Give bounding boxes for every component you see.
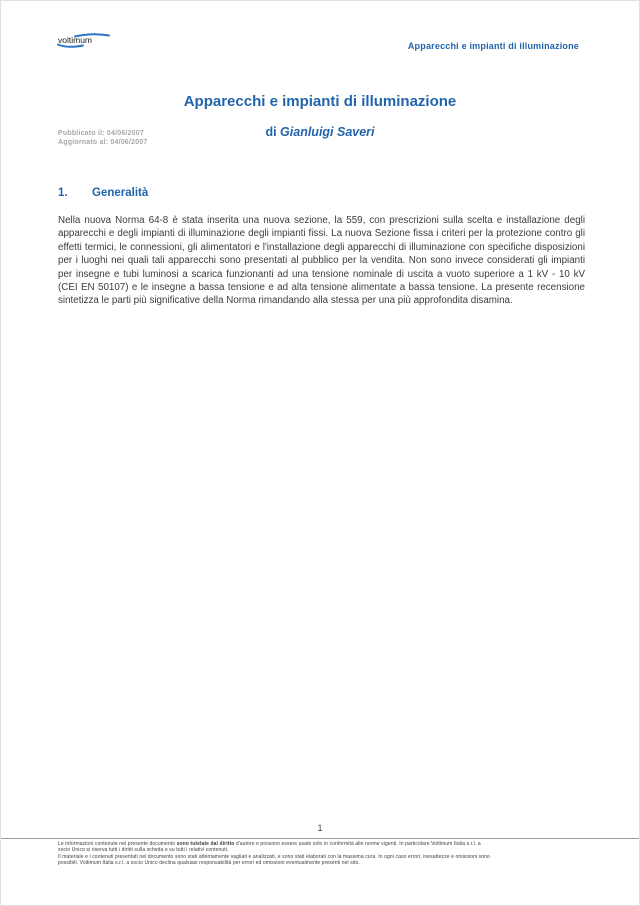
section-title: Generalità <box>92 187 149 199</box>
byline-prefix: di <box>265 125 281 139</box>
page-number: 1 <box>317 823 323 833</box>
footer-line-2: socio Unico si riserva tutti i diritti sulla scheda e su tutti i relativi contenuti. <box>58 847 229 854</box>
published-date: Pubblicato il: 04/06/2007 <box>58 130 144 137</box>
logo-text: voltimum <box>58 35 93 45</box>
footer-line-1-text: Le informazioni contenute nel presente documento <box>58 841 177 847</box>
voltimum-logo <box>56 32 112 50</box>
footer-line-3: Il materiale e i contenuti presentati nel documento sono stati attentamente vagliati e analizzati, e sono stati elaborati con la massima cura. In ogni caso errori, inesattezze e omissioni sono <box>58 853 490 860</box>
updated-date: Aggiornato al: 04/06/2007 <box>58 139 148 146</box>
section-number: 1. <box>58 187 68 199</box>
body-paragraph: Nella nuova Norma 64-8 è stata inserita una nuova sezione, la 559, con prescrizioni sulla scelta e installazione degli apparecchi e degli impianti di illuminazione degli impianti fissi. La nuova Sezione fissa i criteri per la protezione contro gli effetti termici, le connessioni, gli alimentatori e l'installazione degli apparecchi di illuminazione con specifiche disposizioni per i luoghi nei quali tali apparecchi sono presentati al pubblico per la vendita. Non sono invece considerati gli impianti per insegne e tubi luminosi a scarica funzionanti ad una tensione nominale di uscita a vuoto superiore a 1 kV - 10 kV (CEI EN 50107) e le insegne a bassa tensione e ad alta tensione alimentate a bassa tensione. La presente recensione sintetizza le parti più significative della Norma rimandando alla stessa per una più approfondita disamina. <box>58 215 585 307</box>
byline-author: Gianluigi Saveri <box>280 125 375 139</box>
running-header-title: Apparecchi e impianti di illuminazione <box>407 41 579 51</box>
voltimum-logo-swoosh-icon <box>56 32 112 50</box>
footer-line-1-bold: sono tutelate dal diritto <box>176 841 235 847</box>
section-heading <box>58 187 148 199</box>
page-title: Apparecchi e impianti di illuminazione <box>183 93 457 110</box>
byline <box>1 125 639 139</box>
footer-disclaimer <box>58 841 599 866</box>
footer-line-4: possibili. Voltimum Italia s.r.l. a socio Unico declina qualsiasi responsabilità per errori ed omissioni eventualmente presenti nel sito. <box>58 859 360 866</box>
footer-divider <box>1 838 639 839</box>
footer-line-1-text-end: d'autore e possono essere usate solo in conformità alle norme vigenti. In particolare Voltimum Italia s.r.l. a <box>234 841 481 847</box>
